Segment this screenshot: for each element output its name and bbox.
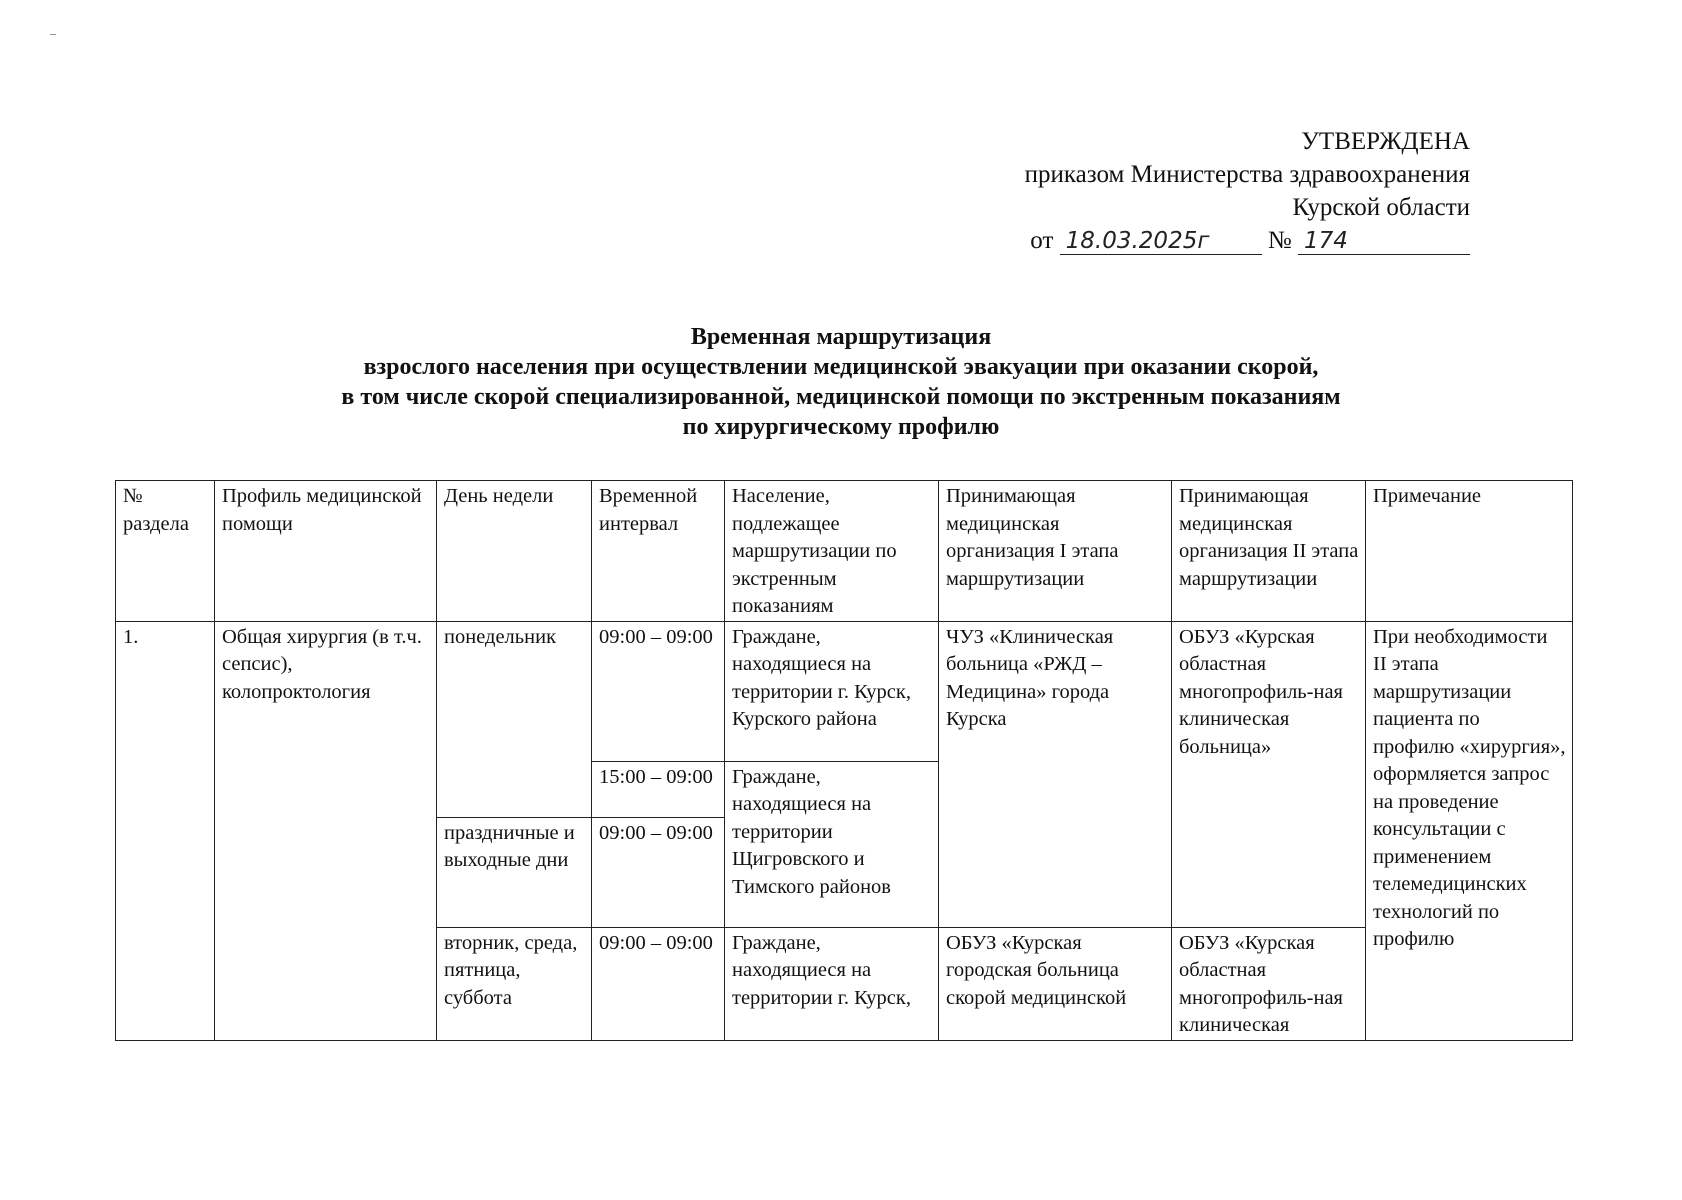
cell-org-stage-1-a: ЧУЗ «Клиническая больница «РЖД – Медицина» города Курска	[939, 621, 1172, 927]
cell-day-holidays: праздничные и выходные дни	[437, 817, 592, 927]
header-weekday: День недели	[437, 481, 592, 622]
header-org-stage-2: Принимающая медицинская организация II этапа маршрутизации	[1172, 481, 1366, 622]
handwritten-date: 18.03.2025г	[1060, 228, 1262, 255]
cell-time-2: 15:00 – 09:00	[592, 761, 725, 817]
cell-time-4: 09:00 – 09:00	[592, 927, 725, 1040]
cell-population-3: Граждане, находящиеся на территории г. Курск,	[725, 927, 939, 1040]
approval-line-region: Курской области	[1292, 194, 1470, 221]
cell-org-stage-1-b: ОБУЗ «Курская городская больница скорой медицинской	[939, 927, 1172, 1040]
cell-time-3: 09:00 – 09:00	[592, 817, 725, 927]
title-line-3: в том числе скорой специализированной, медицинской помощи по экстренным показаниям	[341, 384, 1341, 410]
header-org-stage-1: Принимающая медицинская организация I этапа маршрутизации	[939, 481, 1172, 622]
order-date-number-line	[950, 224, 1470, 257]
number-label: №	[1267, 227, 1292, 254]
cell-population-2: Граждане, находящиеся на территории Щигровского и Тимского районов	[725, 761, 939, 927]
cell-profile: Общая хирургия (в т.ч. сепсис), колопроктология	[215, 621, 437, 1040]
cell-note: При необходимости II этапа маршрутизации пациента по профилю «хирургия», оформляется запрос на проведение консультации с применением телемедицинских технологий по профилю	[1366, 621, 1573, 1040]
cell-day-weekdays: вторник, среда, пятница, суббота	[437, 927, 592, 1040]
cell-org-stage-2-b: ОБУЗ «Курская областная многопрофиль-ная клиническая	[1172, 927, 1366, 1040]
header-note: Примечание	[1366, 481, 1573, 622]
approval-stamp	[950, 125, 1470, 257]
from-label: от	[1030, 227, 1054, 254]
scan-artifact	[50, 34, 56, 35]
handwritten-order-number: 174	[1298, 228, 1470, 255]
header-time-interval: Временной интервал	[592, 481, 725, 622]
table-header-row	[116, 481, 1573, 622]
header-section-number: № раздела	[116, 481, 215, 622]
routing-table	[115, 480, 1573, 1041]
title-line-1: Временная маршрутизация	[690, 324, 992, 350]
table-row	[116, 621, 1573, 761]
title-line-2: взрослого населения при осуществлении медицинской эвакуации при оказании скорой,	[363, 354, 1319, 380]
cell-org-stage-2-a: ОБУЗ «Курская областная многопрофиль-ная клиническая больница»	[1172, 621, 1366, 927]
header-population: Население, подлежащее маршрутизации по экстренным показаниям	[725, 481, 939, 622]
header-profile: Профиль медицинской помощи	[215, 481, 437, 622]
approved-heading: УТВЕРЖДЕНА	[1301, 128, 1470, 155]
document-title	[0, 322, 1682, 442]
cell-time-1: 09:00 – 09:00	[592, 621, 725, 761]
title-line-4: по хирургическому профилю	[682, 414, 1000, 440]
cell-population-1: Граждане, находящиеся на территории г. Курск, Курского района	[725, 621, 939, 761]
approval-line-ministry: приказом Министерства здравоохранения	[1024, 161, 1470, 188]
cell-day-monday: понедельник	[437, 621, 592, 817]
cell-section-number: 1.	[116, 621, 215, 1040]
